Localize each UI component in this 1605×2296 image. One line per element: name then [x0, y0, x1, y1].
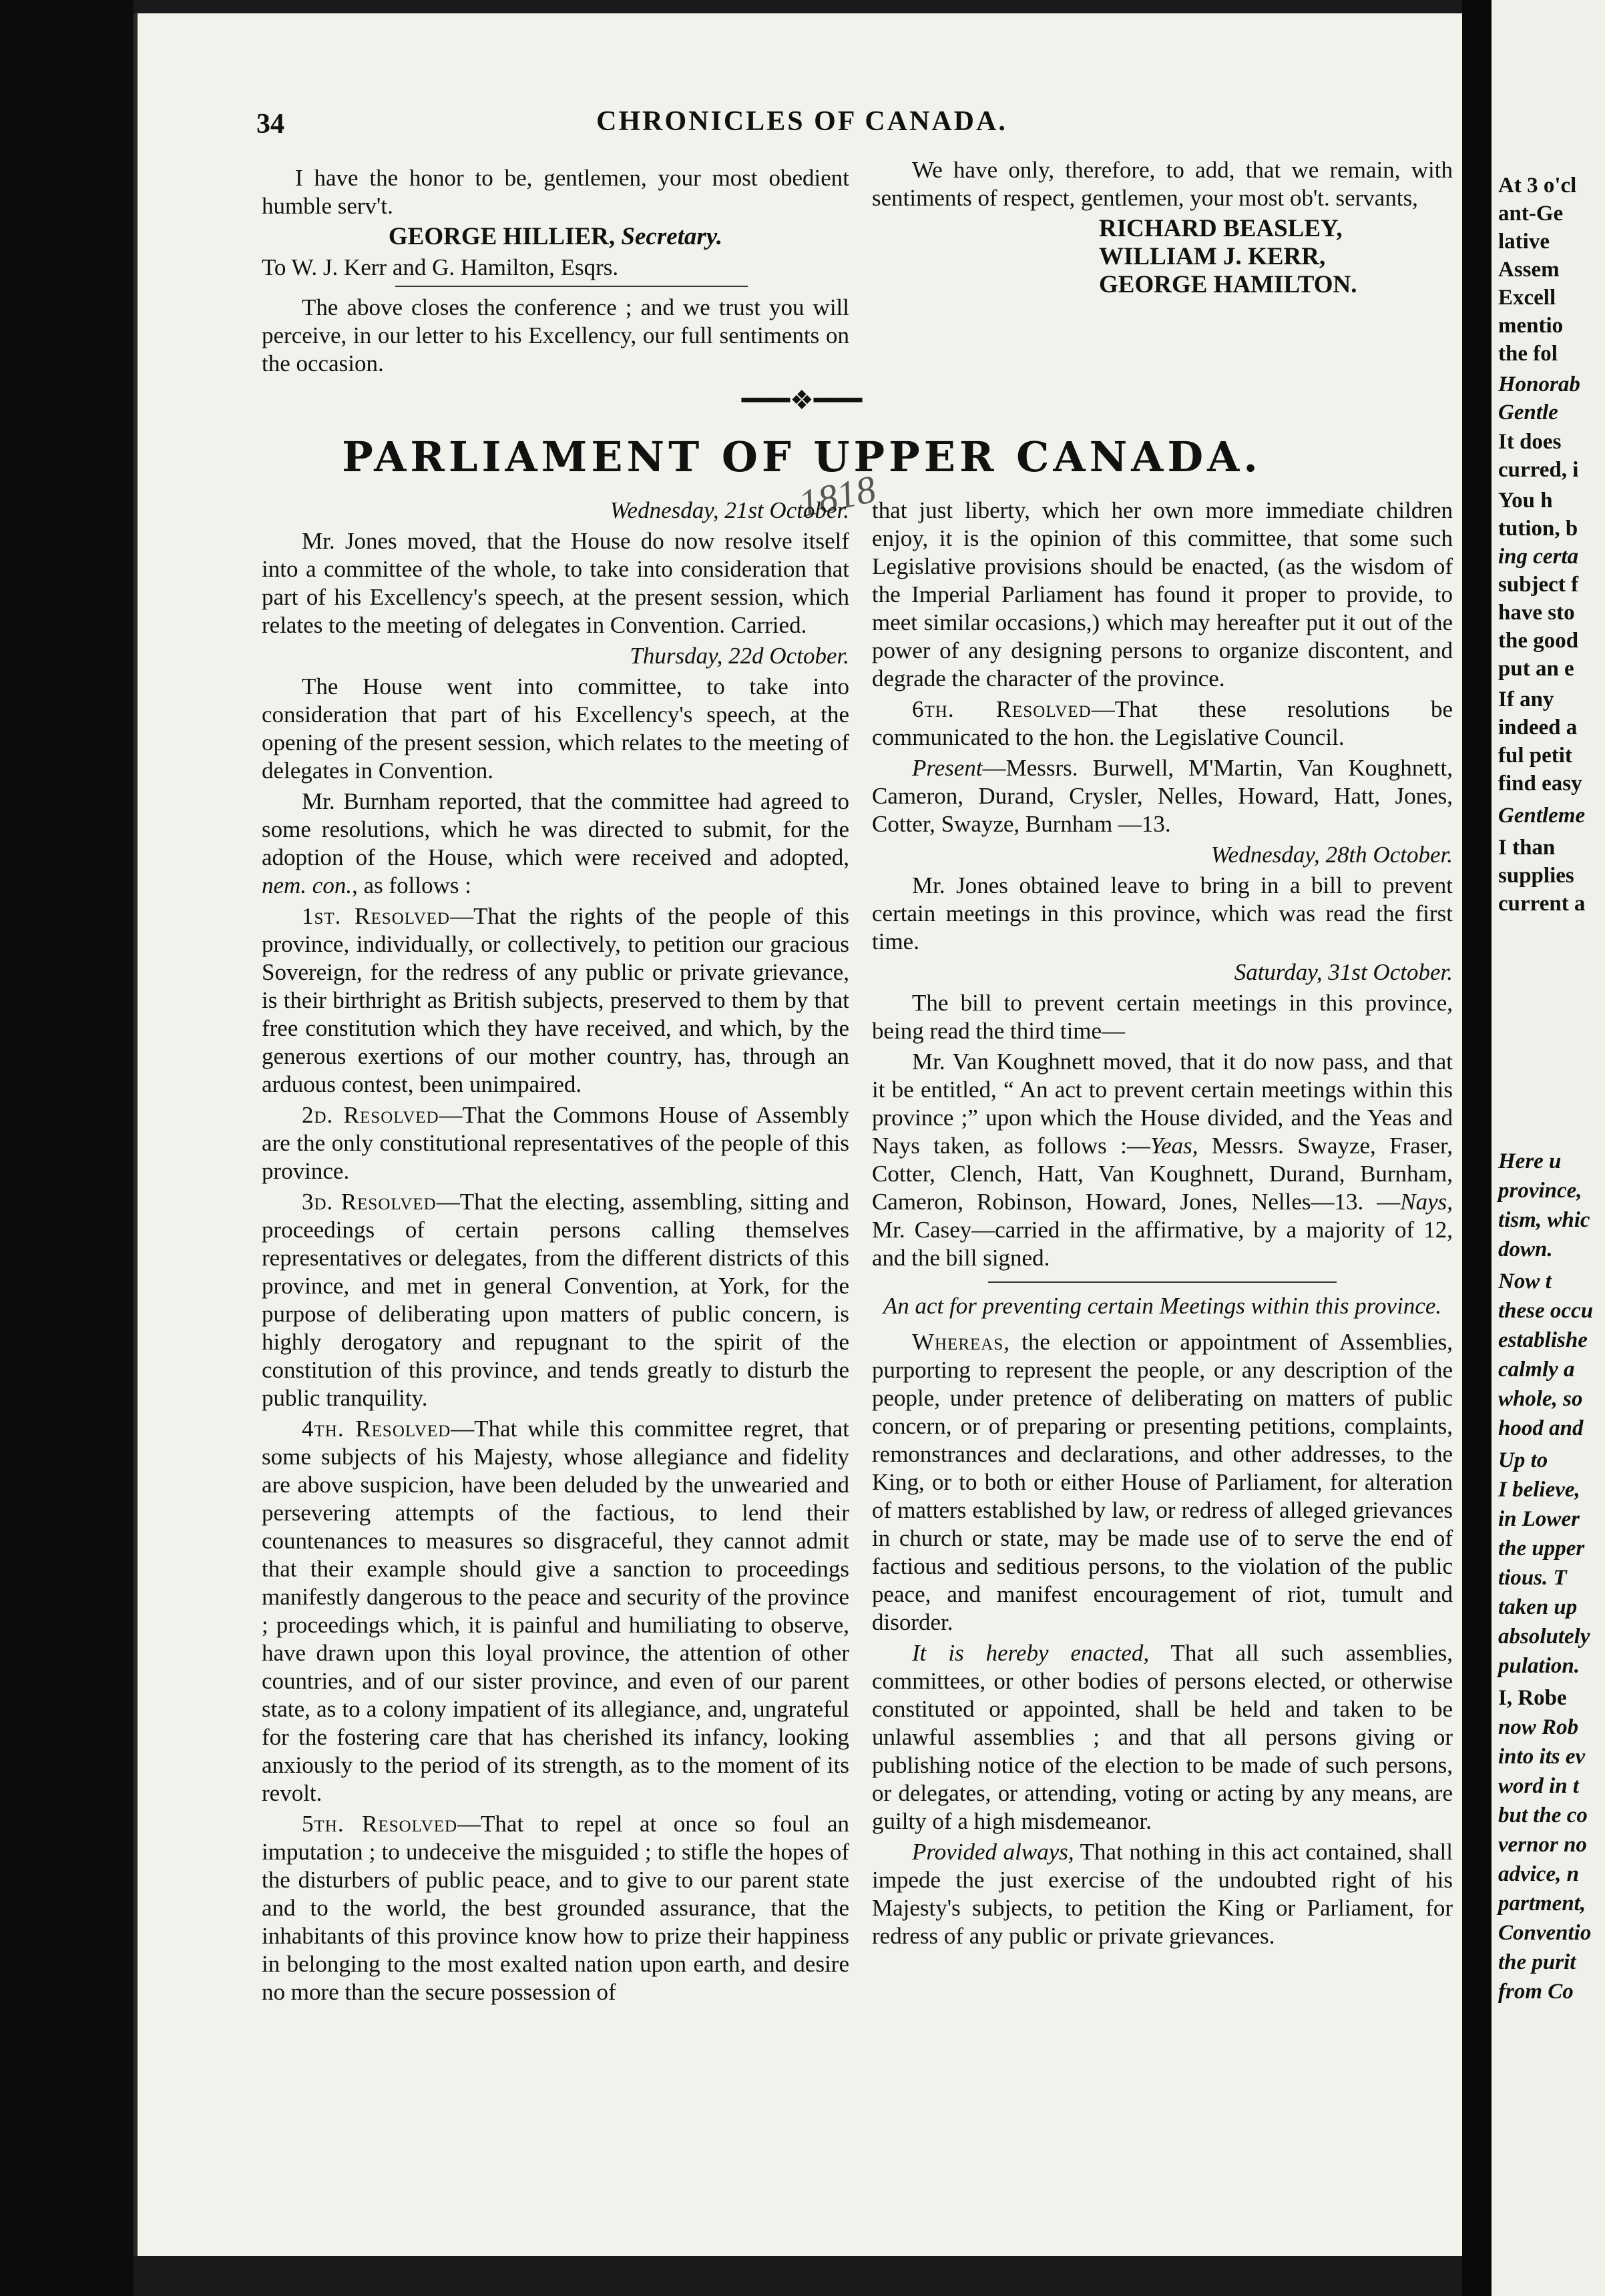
adjacent-page-line: the purit	[1498, 1950, 1576, 1974]
burnham-text: Mr. Burnham reported, that the committee had agreed to some resolutions, which he was directed to submit, for the adoption of the House, which were received and adopted,	[262, 788, 849, 870]
resolution-1-lead: 1st. Resolved	[302, 903, 451, 929]
closing-text-right: We have only, therefore, to add, that we remain, with sentiments of respect, gentlemen, your most ob't. servants,	[872, 157, 1453, 211]
resolution-5-lead: 5th. Resolved	[302, 1811, 458, 1837]
adjacent-page-line: have sto	[1498, 601, 1575, 625]
adjacent-page-line: Assem	[1498, 258, 1560, 282]
provided-lead: Provided always,	[912, 1839, 1074, 1865]
adjacent-page-line: Conventio	[1498, 1921, 1592, 1945]
resolution-5-text: —That to repel at once so foul an imputation ; to undeceive the misguided ; to stifle the hopes of the disturbers of public peace, and to give to our parent state and to the world, the best grounded assurance, that the inhabitants of this province know how to prize their happiness in belonging to the most exalted nation upon earth, and desire no more than the secure possession of	[262, 1811, 849, 2005]
enacted-text: That all such assemblies, committees, or other bodies of persons elected, or otherwise constituted or appointed, shall be held and taken to be unlawful assemblies ; and that all persons giving or publishing notice of the election to be made of such persons, or delegates, or attending, voting or acting by any means, are guilty of a high misdemeanor.	[872, 1640, 1453, 1834]
adjacent-page-line: absolutely	[1498, 1625, 1590, 1649]
adjacent-page-line: the good	[1498, 629, 1579, 653]
nem-con: nem. con.	[262, 872, 353, 898]
adjacent-page-line: subject f	[1498, 573, 1579, 597]
divider	[395, 286, 748, 287]
yeas-label: Yeas,	[1150, 1133, 1198, 1159]
provided-text: That nothing in this act contained, shall impede the just exercise of the undoubted right of his Majesty's subjects, to petition the King or Parliament, for redress of any public or private grievances.	[872, 1839, 1453, 1949]
conference-note: The above closes the conference ; and we trust you will perceive, in our letter to his Excellency, our full sentiments on the occasion.	[262, 294, 849, 376]
adjacent-page-line: Gentleme	[1498, 804, 1586, 828]
adjacent-page-line: but the co	[1498, 1803, 1588, 1827]
adjacent-page-line: calmly a	[1498, 1358, 1575, 1382]
signer-3: GEORGE HAMILTON.	[1099, 271, 1357, 298]
present-lead: Present	[912, 755, 983, 781]
adjacent-page-line: Excell	[1498, 286, 1556, 310]
handwritten-note: 1818	[794, 467, 880, 526]
adjacent-page-line: mentio	[1498, 314, 1564, 338]
paragraph-jones-bill: Mr. Jones obtained leave to bring in a bill to prevent certain meetings in this province, which was read the first time.	[872, 872, 1453, 954]
paragraph-third-reading: The bill to prevent certain meetings in this province, being read the third time—	[872, 990, 1453, 1044]
document-page	[134, 13, 1466, 2256]
date-wednesday-28: Wednesday, 28th October.	[1210, 842, 1453, 868]
adjacent-page-line: from Co	[1498, 1980, 1574, 2004]
adjacent-page-line: pulation.	[1498, 1654, 1580, 1678]
adjacent-page-line: You h	[1498, 489, 1553, 513]
signer-1: RICHARD BEASLEY,	[1099, 215, 1343, 242]
paragraph-vote	[872, 1048, 1453, 1272]
paragraph-jones-motion: Mr. Jones moved, that the House do now resolve itself into a committee of the whole, to take into consideration that part of his Excellency's speech, at the present session, which relates to the meeting of delegates in Convention. Carried.	[262, 528, 849, 638]
date-saturday-31: Saturday, 31st October.	[1234, 959, 1453, 985]
adjacent-page-line: vernor no	[1498, 1833, 1587, 1857]
adjacent-page-line: At 3 o'cl	[1498, 174, 1577, 198]
adjacent-page-line: the fol	[1498, 342, 1558, 366]
resolution-3-lead: 3d. Resolved	[302, 1189, 437, 1215]
right-column	[872, 497, 1453, 1953]
page-gutter	[1462, 0, 1492, 2296]
top-left-block	[262, 164, 849, 380]
present-list: —Messrs. Burwell, M'Martin, Van Koughnett, Cameron, Durand, Crysler, Nelles, Howard, Hatt, Jones, Cotter, Swayze, Burnham —13.	[872, 755, 1453, 837]
date-thursday-22: Thursday, 22d October.	[630, 643, 849, 669]
signer-line	[262, 223, 849, 251]
adjacent-page-line: in Lower	[1498, 1507, 1580, 1531]
resolution-4-lead: 4th. Resolved	[302, 1416, 451, 1442]
adjacent-page-line: tious. T	[1498, 1566, 1567, 1590]
adjacent-page-line: current a	[1498, 892, 1586, 916]
adjacent-page-line: partment,	[1498, 1892, 1586, 1916]
ornament-divider: ━━━❖━━━	[741, 385, 863, 415]
top-right-block	[872, 156, 1453, 299]
adjacent-page-line: I than	[1498, 836, 1556, 860]
resolution-2	[262, 1101, 849, 1185]
left-column	[262, 497, 849, 2009]
adjacent-page-line: taken up	[1498, 1595, 1578, 1619]
adjacent-page-line: lative	[1498, 230, 1550, 254]
vote-text: Mr. Van Koughnett moved, that it do now pass, and that it be entitled, “ An act to prevent certain meetings within this province ;” upon which the House divided, and the Yeas and Nays taken, as follows :—	[872, 1049, 1453, 1159]
signers-block	[1099, 215, 1453, 299]
adjacent-page-line: I, Robe	[1498, 1686, 1567, 1710]
adjacent-page-line: indeed a	[1498, 715, 1578, 740]
resolution-2-lead: 2d. Resolved	[302, 1102, 439, 1128]
adjacent-page-line: It does	[1498, 430, 1562, 454]
closing-text: I have the honor to be, gentlemen, your most obedient humble serv't.	[262, 165, 849, 219]
burnham-text-end: , as follows :	[352, 872, 471, 898]
adjacent-page-line: advice, n	[1498, 1862, 1579, 1886]
adjacent-page-line: Here u	[1498, 1149, 1562, 1173]
adjacent-page-line: down.	[1498, 1237, 1553, 1261]
adjacent-page-line: province,	[1498, 1179, 1582, 1203]
adjacent-page-line: ing certa	[1498, 545, 1579, 569]
act-provided	[872, 1838, 1453, 1950]
adjacent-page-line: hood and	[1498, 1416, 1584, 1440]
signer-2: WILLIAM J. KERR,	[1099, 243, 1326, 270]
nays-label: Nays,	[1400, 1189, 1453, 1215]
adjacent-page-line: Gentle	[1498, 400, 1558, 424]
act-title: An act for preventing certain Meetings within this province.	[883, 1293, 1442, 1319]
adjacent-page-line: into its ev	[1498, 1745, 1586, 1769]
adjacent-page-line: tution, b	[1498, 517, 1578, 541]
resolution-2-text: —That the Commons House of Assembly are the only constitutional representatives of the people of this province.	[262, 1102, 850, 1184]
adjacent-page-line: Up to	[1498, 1448, 1548, 1472]
adjacent-page-line: If any	[1498, 687, 1554, 711]
resolution-5	[262, 1810, 849, 2006]
adjacent-page-line: I believe,	[1498, 1478, 1580, 1502]
divider-act	[988, 1281, 1337, 1283]
signer-title: Secretary.	[621, 223, 723, 250]
adjacent-page-fragment	[1492, 0, 1605, 2296]
adjacent-page-line: curred, i	[1498, 458, 1579, 482]
resolution-3	[262, 1188, 849, 1412]
resolution-6-lead: 6th. Resolved	[912, 696, 1092, 722]
date-wednesday-21: Wednesday, 21st October.	[610, 497, 849, 523]
adjacent-page-line: whole, so	[1498, 1387, 1583, 1411]
whereas-lead: Whereas	[912, 1329, 1004, 1355]
addressee-line: To W. J. Kerr and G. Hamilton, Esqrs.	[262, 254, 619, 280]
adjacent-page-line: establishe	[1498, 1328, 1588, 1352]
resolution-6-text: —That these resolutions be communicated to the hon. the Legislative Council.	[872, 696, 1453, 750]
enacted-lead: It is hereby enacted,	[912, 1640, 1150, 1666]
adjacent-page-line: these occu	[1498, 1299, 1594, 1323]
resolution-6	[872, 695, 1453, 752]
adjacent-page-line: the upper	[1498, 1536, 1585, 1560]
nays-text: Mr. Casey—carried in the affirmative, by a majority of 12, and the bill signed.	[872, 1217, 1453, 1271]
resolution-1-text: —That the rights of the people of this province, individually, or collectively, to petition our gracious Sovereign, for the redress of any public or private grievance, is their birthright as British subjects, preserved to them by that free constitution which they have received, and which, by the generous exertions of our mother country, has, through an arduous contest, been unimpaired.	[262, 903, 849, 1097]
whereas-text: , the election or appointment of Assemblies, purporting to represent the people, or any description of the people, under pretence of deliberating on matters of public concern, or of preparing or presenting petitions, complaints, remonstrances and declarations, and other addresses, to the King, or to both or either House of Parliament, for alteration of matters established by law, or redress of alleged grievances in church or state, may be made use of to serve the end of factious and seditious persons, to the violation of the public peace, and manifest encouragement of riot, tumult and disorder.	[872, 1329, 1453, 1635]
signer-name: GEORGE HILLIER,	[388, 223, 622, 250]
paragraph-committee: The House went into committee, to take into consideration that part of his Excellency's speech, at the opening of the present session, which relates to the meeting of delegates in Convention.	[262, 673, 849, 784]
resolution-3-text: —That the electing, assembling, sitting and proceedings of certain persons calling themselves representatives or delegates, from the different districts of this province, and met in general Convention, at York, for the purpose of deliberating upon matters of public concern, is highly derogatory and repugnant to the spirit of the constitution of this province, and tends greatly to disturb the public tranquility.	[262, 1189, 849, 1411]
adjacent-page-line: supplies	[1498, 864, 1574, 888]
adjacent-page-line: word in t	[1498, 1774, 1580, 1798]
adjacent-page-line: ful petit	[1498, 744, 1572, 768]
adjacent-page-line: Honorab	[1498, 372, 1580, 396]
adjacent-page-line: Now t	[1498, 1269, 1552, 1294]
page-number: 34	[256, 109, 284, 139]
act-whereas	[872, 1328, 1453, 1637]
paragraph-burnham	[262, 788, 849, 900]
headline: PARLIAMENT OF UPPER CANADA.	[342, 433, 1262, 481]
resolution-4	[262, 1415, 849, 1807]
present-members	[872, 754, 1453, 838]
adjacent-page-line: find easy	[1498, 772, 1582, 796]
resolution-5-continued: that just liberty, which her own more immediate children enjoy, it is the opinion of this committee, that some such Legislative provisions should be enacted, (as the wisdom of the Imperial Parliament has found it proper to provide, to meet similar occasions,) which may hereafter put it out of the power of any designing persons to organize discontent, and degrade the character of the province.	[872, 497, 1453, 691]
adjacent-page-line: ant-Ge	[1498, 202, 1564, 226]
adjacent-page-line: tism, whic	[1498, 1208, 1590, 1232]
resolution-1	[262, 902, 849, 1099]
adjacent-page-line: put an e	[1498, 657, 1574, 681]
scan-background-left	[0, 0, 134, 2296]
adjacent-page-line: now Rob	[1498, 1715, 1579, 1739]
act-enacted	[872, 1639, 1453, 1835]
running-title: CHRONICLES OF CANADA.	[596, 106, 1007, 137]
resolution-4-text: —That while this committee regret, that some subjects of his Majesty, whose allegiance and fidelity are above suspicion, have been deluded by the unwearied and persevering attempts of the factious, to lend their countenances to measures so disgraceful, they cannot admit that their example should give a sanction to proceedings manifestly dangerous to the peace and security of the province ; proceedings which, it is painful and humiliating to observe, have drawn upon this loyal province, the attention of other countries, and of our sister province, and even of our parent state, as to a colony impatient of its allegiance, and, ungrateful for the fostering care that has cherished its infancy, looking anxiously to the period of its strength, as to the moment of its revolt.	[262, 1416, 849, 1806]
yeas-list: Messrs. Swayze, Fraser, Cotter, Clench, Hatt, Van Koughnett, Durand, Burnham, Cameron, Robinson, Howard, Jones, Nelles—13. —	[872, 1133, 1453, 1215]
